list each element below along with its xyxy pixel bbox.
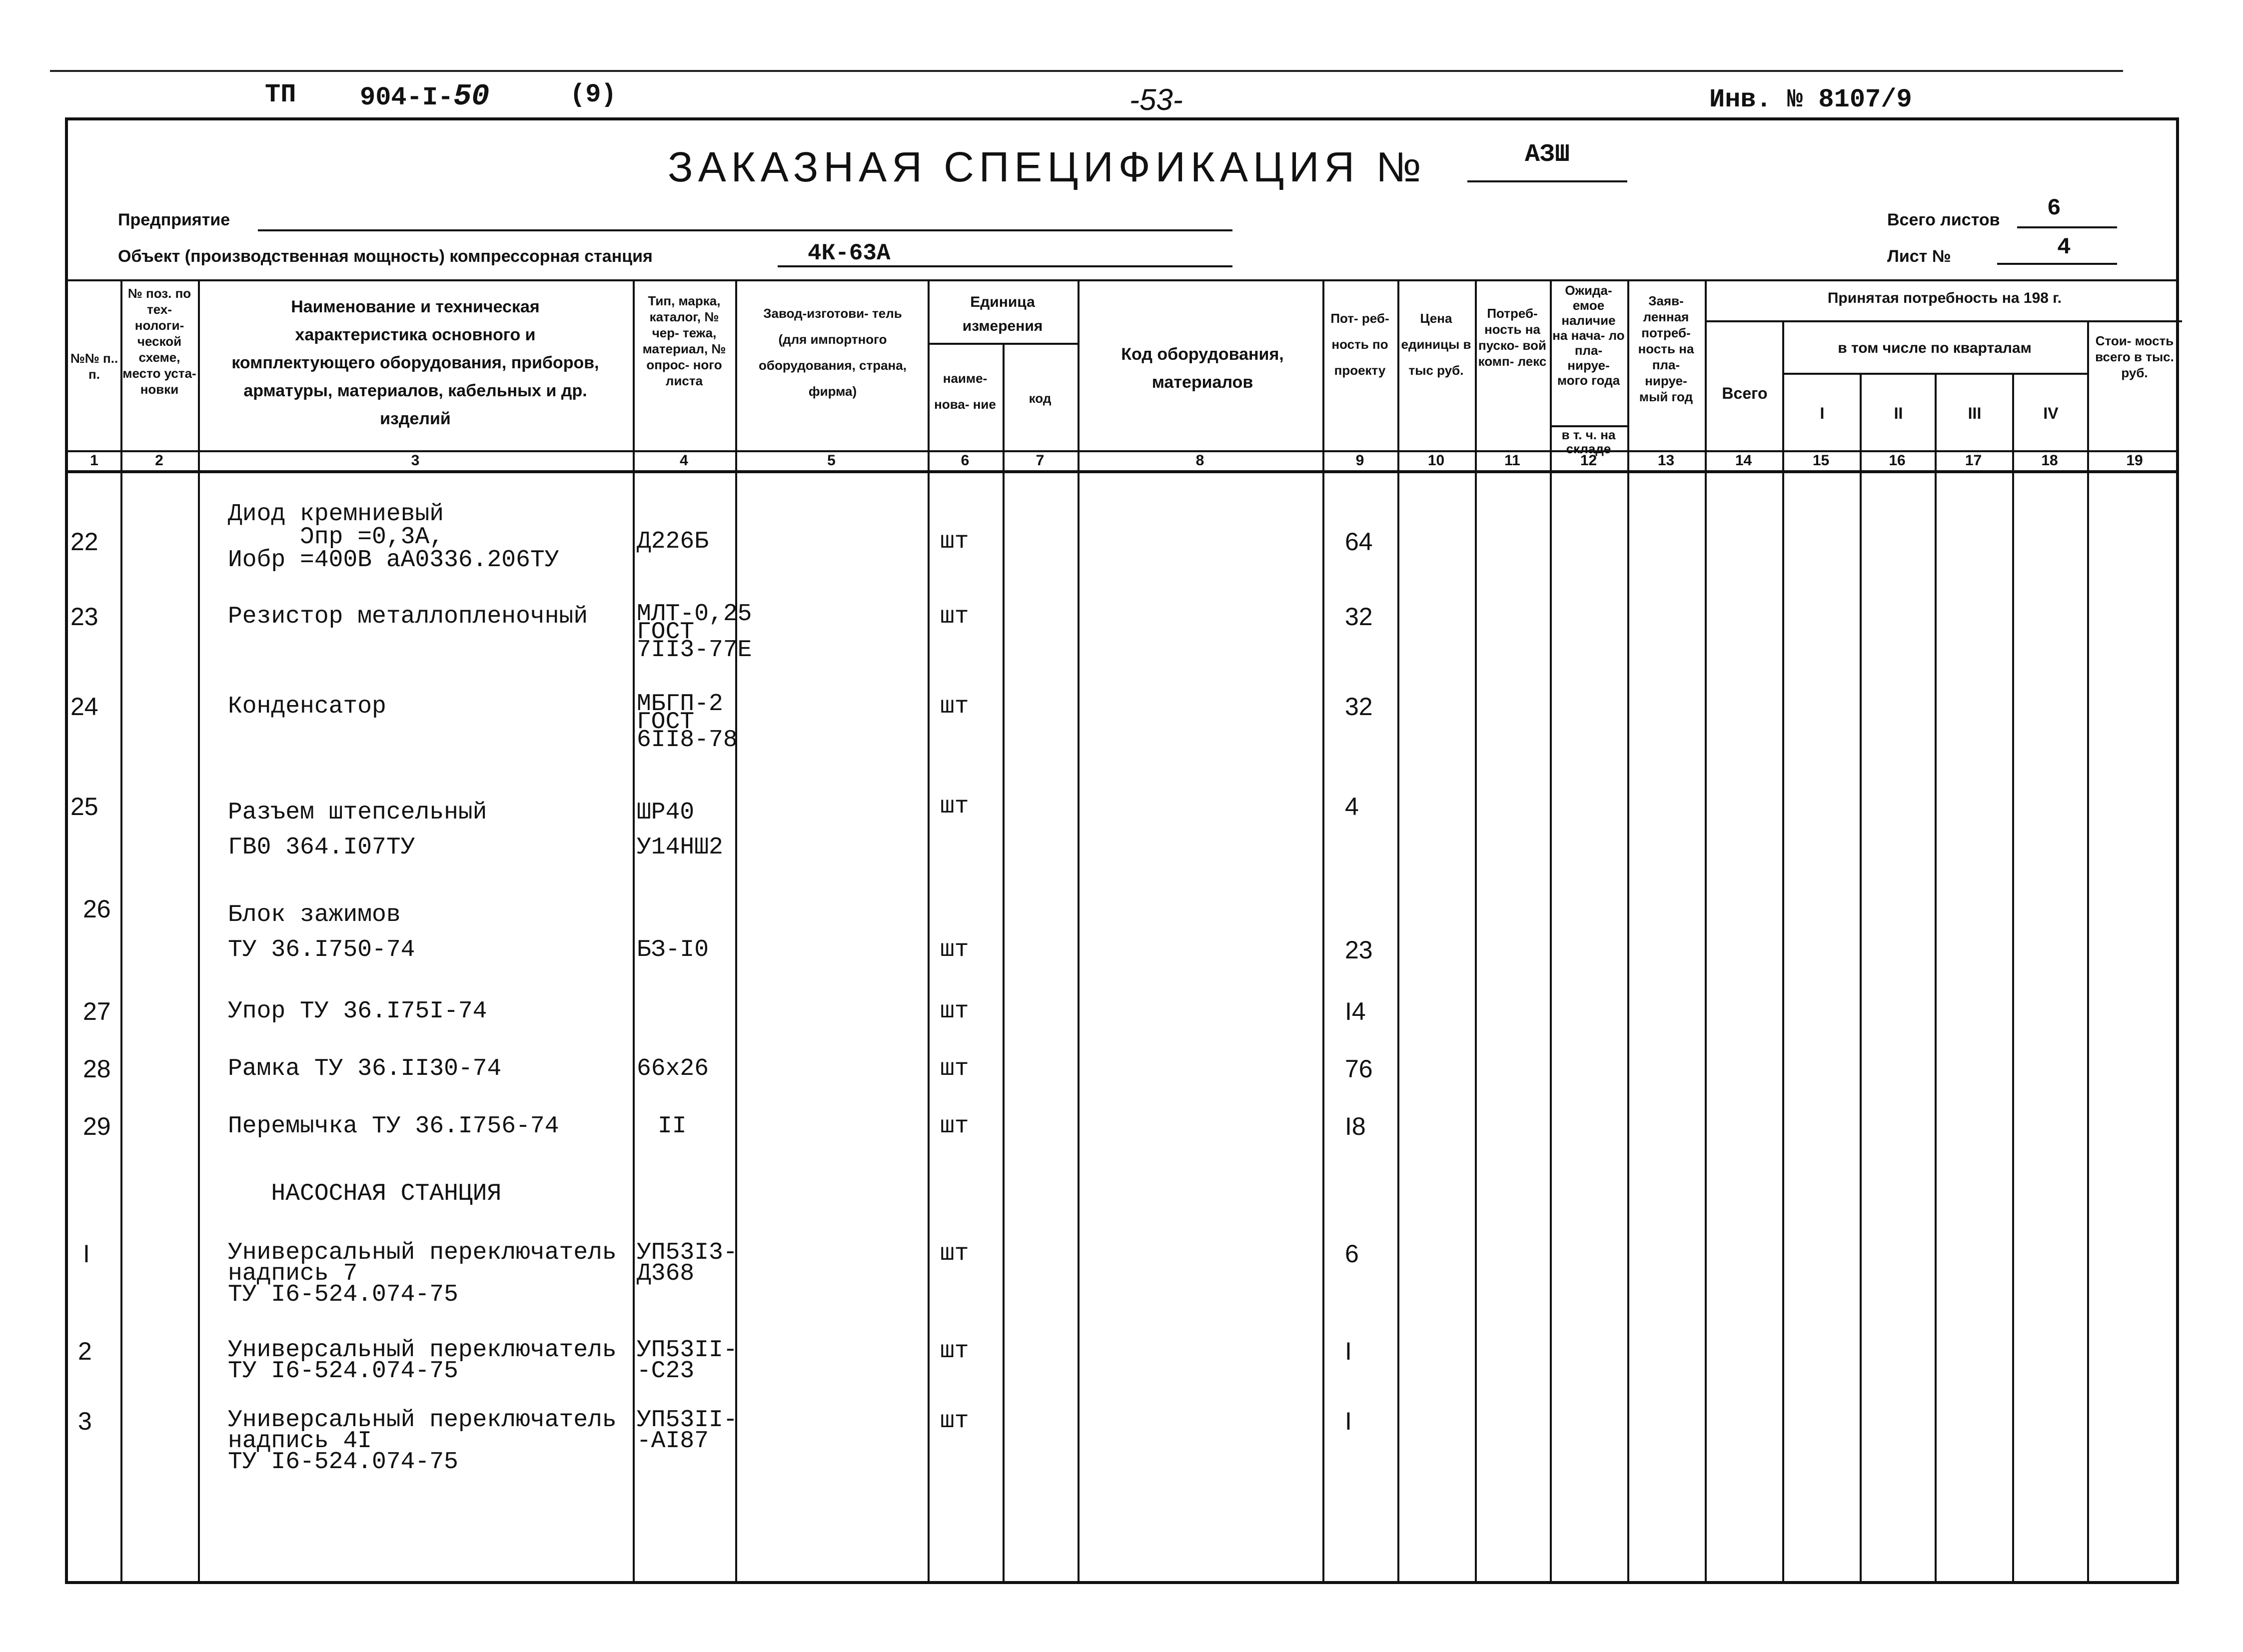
header-c12b: в т. ч. на складе [1561,427,1616,456]
header-c16: II [1894,404,1903,422]
row-type: МЛТ-0,25 ГОСТ 7II3-77Е [637,601,752,664]
row-pos: 24 [70,693,98,721]
row-unit: шт [940,528,969,555]
row-qty: 6 [1345,1240,1359,1268]
row-type: 66x26 [637,1055,709,1082]
colnum-19: 19 [2126,452,2143,469]
colnum-14: 14 [1735,452,1752,469]
header-c18: IV [2043,404,2059,422]
row-name: Блок зажимов ТУ 36.I750-74 [228,901,415,963]
row-unit: шт [940,693,969,720]
row-type: УП53II- -С23 [637,1337,738,1385]
col-line [198,279,200,1581]
row-qty: 32 [1345,603,1373,631]
row-pos: 3 [78,1407,92,1435]
row-qty: I [1345,1407,1352,1435]
col-line [1935,373,1937,1581]
header-c11: Потреб- ность на пуско- вой комп- лекс [1478,306,1547,369]
colnum-4: 4 [680,452,688,469]
part-number: (9) [570,80,617,109]
colnum-11: 11 [1504,452,1520,469]
row-unit: шт [940,1408,969,1435]
colnum-18: 18 [2041,452,2058,469]
colnum-6: 6 [961,452,970,469]
enterprise-label: Предприятие [118,210,230,229]
col-line [928,279,930,1581]
header-c17: III [1968,404,1982,422]
enterprise-field [258,229,1232,231]
row-unit: шт [940,1338,969,1365]
object-value: 4К-63А [808,240,891,266]
row-name: Универсальный переключатель надпись 4I ТУ I6-524.074-75 [228,1407,617,1476]
col-line [1860,373,1862,1581]
inventory-number: Инв. № 8107/9 [1709,85,1912,114]
row-type: МБГП-2 ГОСТ 6II8-78 [637,691,738,754]
sheets-total-label: Всего листов [1887,210,2000,229]
header-c9: Пот- реб- ность по проекту [1330,311,1389,378]
header-c19: Стои- мость всего в тыс. руб. [2095,333,2174,380]
col-line [1475,279,1477,1581]
spec-title: ЗАКАЗНАЯ СПЕЦИФИКАЦИЯ № [668,143,1426,190]
header-c12: Ожида- емое наличие на нача- ло пла- нируе- мого года [1552,283,1625,388]
row-unit: шт [940,1055,969,1082]
colnum-5: 5 [827,452,836,469]
col-line [1078,279,1080,1581]
row-name: Рамка ТУ 36.II30-74 [228,1055,502,1082]
colnum-2: 2 [155,452,163,469]
row-qty: 32 [1345,693,1373,721]
header-c14: Всего [1722,384,1768,402]
spec-number: АЗШ [1524,140,1570,169]
header-c4: Тип, марка, каталог, № чер- тежа, материал, № опрос- ного листа [642,293,726,388]
project-number [360,80,489,114]
row-unit: шт [940,936,969,963]
accepted-subrule [1705,320,2182,322]
col-line [1397,279,1399,1581]
row-qty: I4 [1345,997,1366,1025]
row-pos: 29 [83,1112,111,1140]
row-type: УП53I3- Д368 [637,1239,738,1287]
colnum-9: 9 [1355,452,1364,469]
col-line [2012,373,2014,1581]
row-type: УП53II- -АI87 [637,1407,738,1455]
row-name: Диод кремниевый Ͻпр =0,3А, Иобр =400В аА0336.206ТУ [228,501,559,574]
row-type: ШР40 У14НШ2 [637,799,723,861]
spec-frame [65,117,2179,1584]
row-qty: 64 [1345,528,1373,556]
colnum-1: 1 [90,452,98,469]
row-name: Конденсатор [228,693,386,720]
col-line [1003,343,1005,1581]
row-name: Разъем штепсельный ГВ0 364.I07ТУ [228,799,487,861]
sheet-label: Лист № [1887,247,1951,266]
sheet-field [1997,263,2117,265]
colnum-3: 3 [411,452,420,469]
row-name: Универсальный переключатель надпись 7 ТУ I6-524.074-75 [228,1239,617,1308]
row-qty: 23 [1345,936,1373,964]
row-qty: I [1345,1337,1352,1365]
row-name: Резистор металлопленочный [228,603,588,630]
col-line [1322,279,1324,1581]
colnum-15: 15 [1812,452,1830,469]
header-c3: Наименование и техническая характеристика основного и комплектующего оборудования, приборов, арматуры, материалов, кабельных и др. изделий [231,297,599,428]
sheets-total-field [2017,226,2117,228]
row-name: Упор ТУ 36.I75I-74 [228,998,487,1025]
row-type: II [658,1113,687,1140]
col-line [1705,279,1707,1581]
colnum-16: 16 [1889,452,1906,469]
colnum-10: 10 [1427,452,1445,469]
row-pos: 27 [83,997,111,1025]
header-quarters: в том числе по кварталам [1838,340,2032,356]
spec-number-underline [1467,180,1627,182]
row-type: БЗ-I0 [637,936,709,963]
row-unit: шт [940,1113,969,1140]
sheets-total-value: 6 [2047,195,2061,221]
row-type: Д226Б [637,528,709,555]
header-c6: наиме- нова- ние [934,371,996,412]
table-top-rule [68,279,2176,281]
top-rule [50,70,2123,72]
header-c7: код [1029,391,1052,406]
row-pos: 25 [70,793,98,821]
col-line [1627,279,1629,1581]
row-pos: I [83,1240,90,1268]
row-unit: шт [940,603,969,630]
project-handwritten: 50 [453,80,490,114]
project-code: 904-I- [360,83,454,112]
row-qty: I8 [1345,1112,1366,1140]
row-unit: шт [940,793,969,820]
row-pos: 2 [78,1337,92,1365]
col-line [2087,320,2089,1581]
sheet-value: 4 [2057,234,2071,260]
object-field [778,265,1232,267]
header-c5: Завод-изготови- тель (для импортного оборудования, страна, фирма) [759,306,907,399]
tp-label: ТП [265,80,296,109]
colnum-17: 17 [1965,452,1982,469]
colnum-13: 13 [1657,452,1675,469]
col-line [120,279,122,1581]
header-c67: Единица измерения [962,294,1043,334]
header-c15: I [1820,404,1825,422]
header-c13: Заяв- ленная потреб- ность на пла- нируе- мый год [1638,293,1694,404]
col-line [1782,320,1784,1581]
row-pos: 28 [83,1055,111,1083]
colnum-8: 8 [1195,452,1204,469]
page-number: -53- [1129,83,1183,116]
header-c2: № поз. по тех- нологи- ческой схеме, место уста- новки [122,286,196,397]
header-c8: Код оборудования, материалов [1121,345,1284,392]
col-line [735,279,737,1581]
section-heading: НАСОСНАЯ СТАНЦИЯ [228,1180,502,1207]
row-pos: 23 [70,603,98,631]
colnum-12: 12 [1580,452,1597,469]
row-name: Универсальный переключатель ТУ I6-524.074-75 [228,1337,617,1385]
row-qty: 4 [1345,793,1359,821]
header-c10: Цена единицы в тыс руб. [1401,311,1471,378]
row-qty: 76 [1345,1055,1373,1083]
row-unit: шт [940,998,969,1025]
col-line [1550,279,1552,1581]
row-pos: 26 [83,895,111,923]
object-label: Объект (производственная мощность) компрессорная станция [118,247,653,266]
col-line [633,279,635,1581]
row-unit: шт [940,1240,969,1267]
colnum-7: 7 [1036,452,1045,469]
header-accepted: Принятая потребность на 198 г. [1827,290,2062,306]
row-name: Перемычка ТУ 36.I756-74 [228,1113,559,1140]
header-c1: №№ п.. п. [70,351,118,382]
row-pos: 22 [70,528,98,556]
